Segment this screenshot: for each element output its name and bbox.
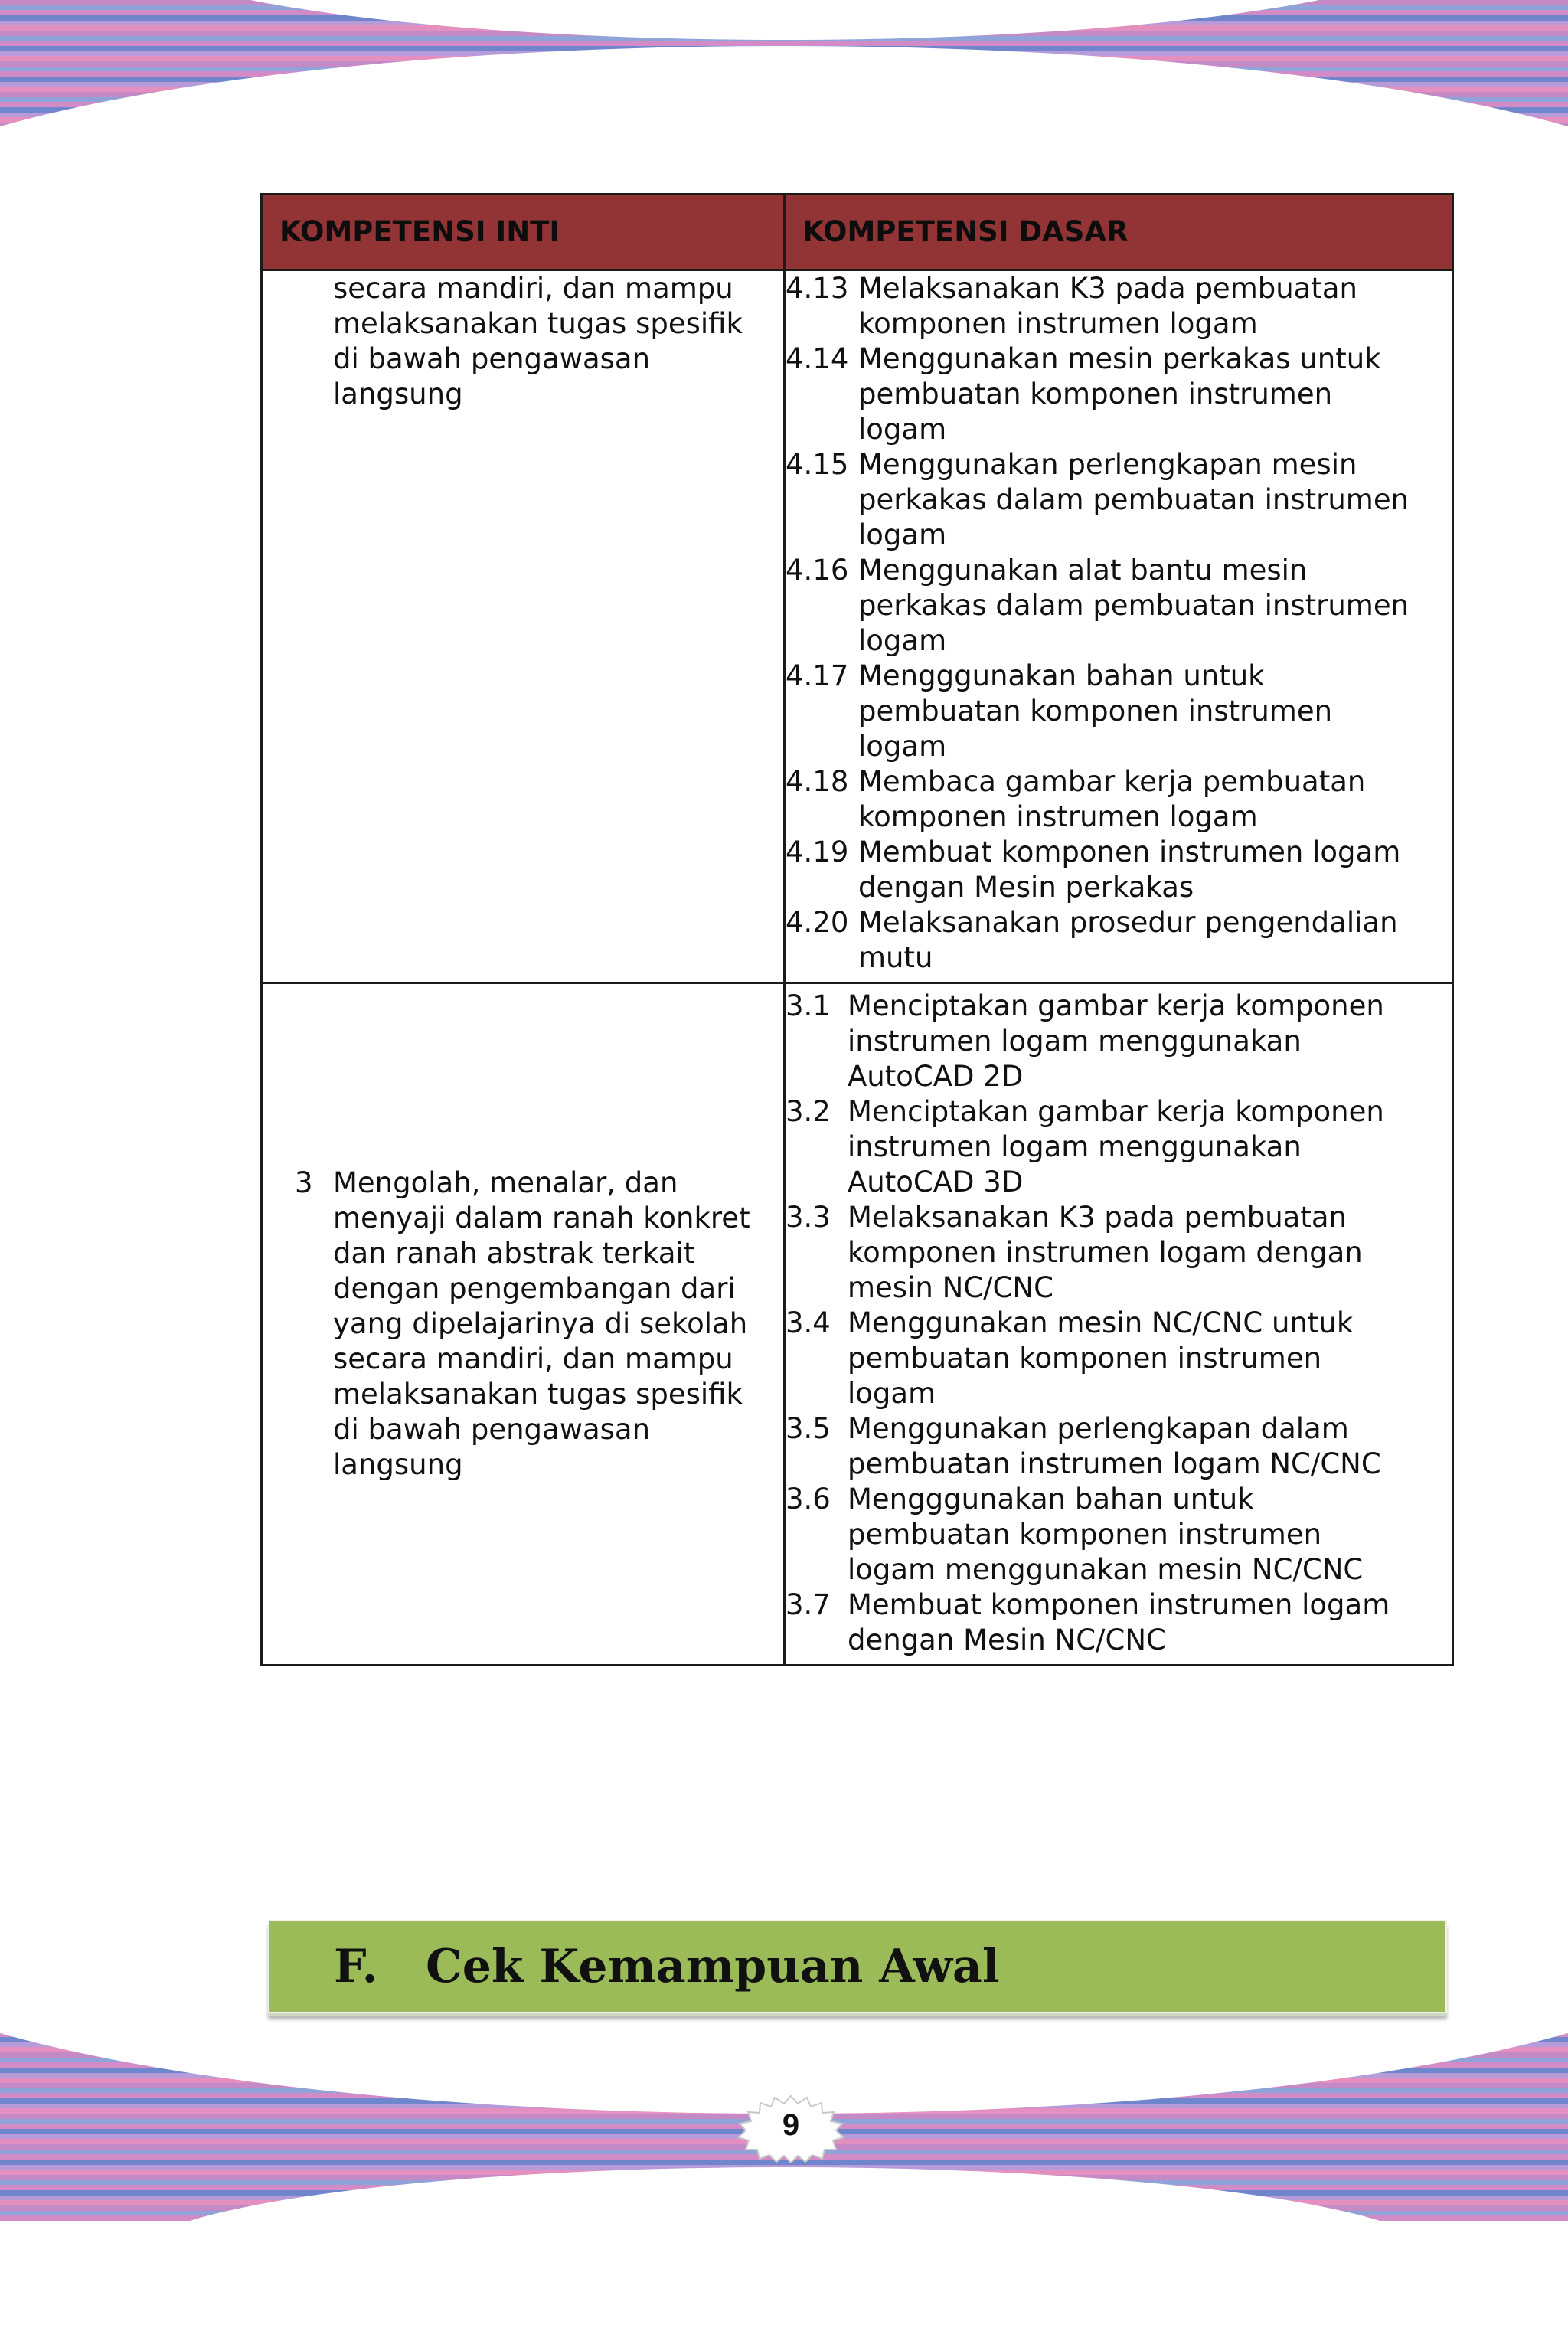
kd-line: komponen instrumen logam dengan [848,1236,1363,1269]
section-letter: F. [334,1940,378,1993]
kd-item-4-18 [786,764,1452,835]
kd-number: 4.14 [786,342,849,375]
kd-line: komponen instrumen logam [858,800,1258,833]
kd-line: Menggunakan alat bantu mesin [858,554,1308,587]
section-title [334,1940,1000,1993]
header-kompetensi-inti: KOMPETENSI INTI [262,195,785,270]
kd-line: dengan Mesin perkakas [858,871,1194,904]
bottom-curve [130,2167,1439,2351]
kd-item-4-13 [786,271,1452,342]
kd-line: Menciptakan gambar kerja komponen [848,989,1384,1022]
ki-line: di bawah pengawasan [333,1413,651,1446]
table-row [262,270,1453,983]
kd-line: Membuat komponen instrumen logam [848,1588,1390,1621]
kd-number: 4.15 [786,448,849,481]
kd-line: perkakas dalam pembuatan instrumen [858,483,1410,516]
ki-line: di bawah pengawasan [333,342,651,375]
table-row [262,983,1453,1666]
kd-line: Menggunakan perlengkapan dalam [848,1412,1349,1445]
kd-number: 3.7 [786,1588,831,1621]
ki-line: langsung [333,378,463,410]
kd-line: Menciptakan gambar kerja komponen [848,1095,1384,1128]
kd-line: logam [858,518,947,551]
ki-number: 3 [295,1166,313,1199]
kd-line: pembuatan komponen instrumen [858,695,1333,728]
kd-number: 4.19 [786,835,849,868]
kd-cell [785,983,1453,1666]
ki-cell [262,270,785,983]
section-title-text: Cek Kemampuan Awal [426,1940,1000,1993]
kd-number: 3.5 [786,1412,831,1445]
kd-item-4-15 [786,447,1452,553]
kd-item-4-20 [786,905,1452,976]
ki-line: Mengolah, menalar, dan [333,1166,678,1199]
ki-text [263,1166,783,1483]
kd-line: pembuatan komponen instrumen [848,1518,1322,1551]
kd-number: 3.4 [786,1306,831,1339]
kd-cell [785,270,1453,983]
ki-line: dengan pengembangan dari [333,1272,736,1305]
kd-item-4-19 [786,835,1452,905]
kd-line: AutoCAD 3D [848,1166,1024,1198]
page-number-badge [727,2094,854,2163]
ki-line: langsung [333,1448,463,1481]
kd-line: logam [858,624,947,657]
kd-number: 3.3 [786,1201,831,1234]
kd-line: dengan Mesin NC/CNC [848,1623,1166,1656]
kd-item-3-1 [786,989,1452,1094]
kd-item-3-7 [786,1587,1452,1658]
page-number: 9 [782,2108,800,2142]
ki-line: menyaji dalam ranah konkret [333,1202,750,1234]
ki-line: secara mandiri, dan mampu [333,272,733,305]
ki-line: secara mandiri, dan mampu [333,1342,733,1375]
kd-number: 3.2 [786,1095,831,1128]
kd-line: Menggunakan mesin perkakas untuk [858,342,1381,375]
kd-line: Mengggunakan bahan untuk [858,659,1265,692]
kd-line: Melaksanakan K3 pada pembuatan [858,272,1357,305]
kd-number: 3.6 [786,1483,831,1516]
kd-line: mesin NC/CNC [848,1271,1054,1304]
ki-line: melaksanakan tugas spesifik [333,1378,743,1411]
kd-line: Menggunakan mesin NC/CNC untuk [848,1306,1354,1339]
kd-line: pembuatan komponen instrumen [858,378,1333,410]
kd-line: pembuatan komponen instrumen [848,1342,1322,1375]
kd-line: logam [858,413,947,446]
header-kompetensi-dasar: KOMPETENSI DASAR [785,195,1453,270]
kd-line: instrumen logam menggunakan [848,1025,1302,1058]
kd-line: Membaca gambar kerja pembuatan [858,765,1366,798]
competency-table [260,193,1454,1666]
kd-number: 4.20 [786,906,849,939]
kd-line: Membuat komponen instrumen logam [858,835,1401,868]
kd-line: Melaksanakan K3 pada pembuatan [848,1201,1347,1234]
kd-number: 4.13 [786,272,849,305]
kd-line: instrumen logam menggunakan [848,1130,1302,1163]
kd-number: 4.17 [786,659,849,692]
ki-line: yang dipelajarinya di sekolah [333,1307,748,1340]
kd-item-3-4 [786,1306,1452,1411]
kd-line: logam [858,730,947,763]
table-header-row [262,195,1453,270]
kd-line: AutoCAD 2D [848,1060,1024,1093]
kd-item-3-6 [786,1482,1452,1587]
kd-line: logam [848,1377,936,1410]
kd-item-4-16 [786,553,1452,659]
kd-item-3-2 [786,1094,1452,1200]
kd-line: pembuatan instrumen logam NC/CNC [848,1447,1381,1480]
kd-number: 3.1 [786,989,831,1022]
kd-item-3-3 [786,1200,1452,1306]
kd-number: 4.16 [786,554,849,587]
kd-number: 4.18 [786,765,849,798]
kd-line: Melaksanakan prosedur pengendalian [858,906,1398,939]
kd-line: logam menggunakan mesin NC/CNC [848,1553,1364,1586]
kd-line: mutu [858,941,933,974]
kd-line: Menggunakan perlengkapan mesin [858,448,1357,481]
kd-line: komponen instrumen logam [858,307,1258,340]
ki-line: melaksanakan tugas spesifik [333,307,743,340]
kd-item-3-5 [786,1411,1452,1482]
kd-item-4-17 [786,659,1452,764]
kd-line: perkakas dalam pembuatan instrumen [858,589,1410,622]
ki-text [263,271,783,412]
ki-cell [262,983,785,1666]
section-heading [268,1920,1447,2013]
ki-line: dan ranah abstrak terkait [333,1237,695,1270]
kd-line: Mengggunakan bahan untuk [848,1483,1254,1516]
kd-item-4-14 [786,342,1452,447]
